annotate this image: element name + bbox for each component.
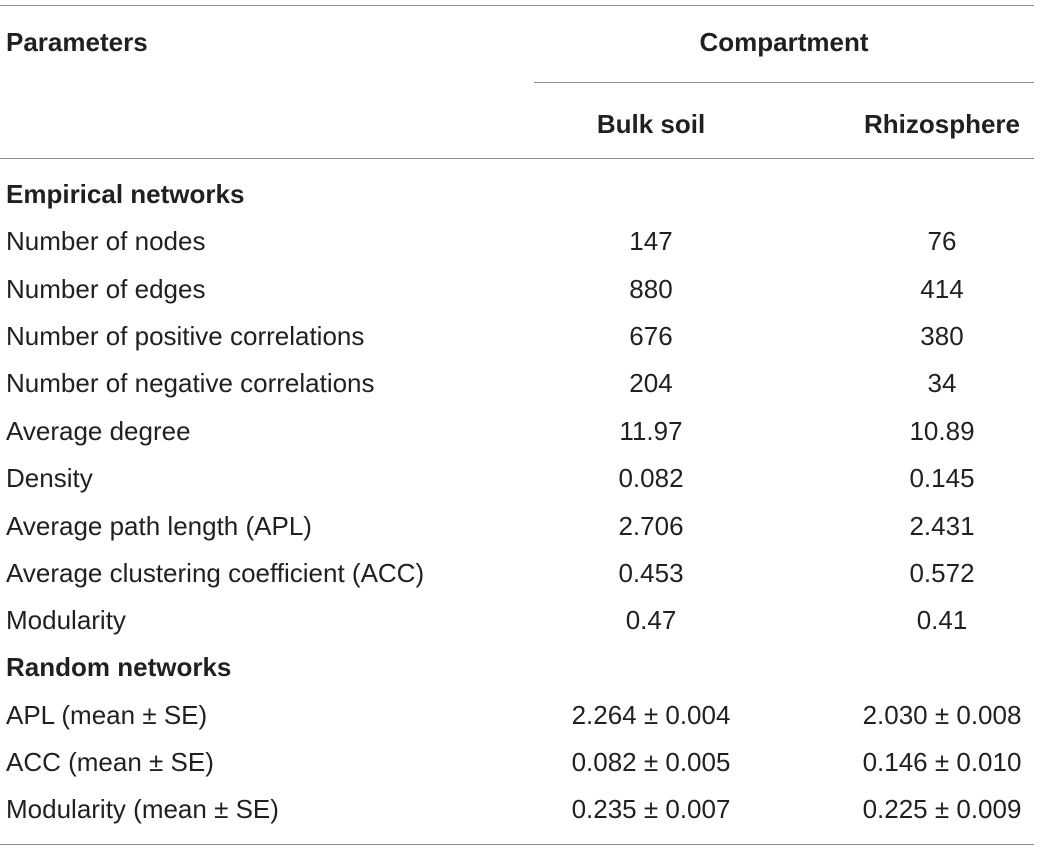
bulk-value: 0.47 xyxy=(625,605,677,635)
bulk-value: 0.453 xyxy=(618,558,684,588)
header-parameters: Parameters xyxy=(6,27,148,57)
bulk-value: 204 xyxy=(629,368,673,398)
row-label: Number of positive correlations xyxy=(6,321,365,351)
rhizo-value: 0.41 xyxy=(916,605,968,635)
bulk-value: 676 xyxy=(629,321,673,351)
rhizo-value: 0.225 ± 0.009 xyxy=(862,794,1022,824)
row-label: Modularity (mean ± SE) xyxy=(6,794,279,824)
header-rhizosphere: Rhizosphere xyxy=(863,109,1021,139)
header-bulk-soil: Bulk soil xyxy=(596,109,706,139)
row-label: Number of negative correlations xyxy=(6,368,375,398)
rhizo-value: 2.030 ± 0.008 xyxy=(862,700,1022,730)
rhizo-value: 34 xyxy=(927,368,957,398)
compartment-rule xyxy=(534,82,1034,83)
rhizo-value: 10.89 xyxy=(909,416,975,446)
header-compartment: Compartment xyxy=(699,27,869,57)
bulk-value: 2.706 xyxy=(618,511,684,541)
rhizo-value: 2.431 xyxy=(909,511,975,541)
bulk-value: 147 xyxy=(629,226,673,256)
row-label: Modularity xyxy=(6,605,126,635)
row-label: Average path length (APL) xyxy=(6,511,312,541)
row-label: APL (mean ± SE) xyxy=(6,700,208,730)
section-title-empirical: Empirical networks xyxy=(6,179,245,209)
bulk-value: 0.082 xyxy=(618,463,684,493)
row-label: ACC (mean ± SE) xyxy=(6,747,214,777)
rhizo-value: 380 xyxy=(920,321,964,351)
bulk-value: 880 xyxy=(629,274,673,304)
row-label: Density xyxy=(6,463,93,493)
row-label: Number of edges xyxy=(6,274,206,304)
rhizo-value: 0.145 xyxy=(909,463,975,493)
bottom-rule xyxy=(0,844,1034,845)
bulk-value: 0.235 ± 0.007 xyxy=(571,794,731,824)
row-label: Average clustering coefficient (ACC) xyxy=(6,558,425,588)
row-label: Number of nodes xyxy=(6,226,206,256)
section-title-random: Random networks xyxy=(6,652,232,682)
bulk-value: 0.082 ± 0.005 xyxy=(571,747,731,777)
bulk-value: 2.264 ± 0.004 xyxy=(571,700,731,730)
rhizo-value: 0.146 ± 0.010 xyxy=(862,747,1022,777)
top-rule xyxy=(0,5,1034,6)
rhizo-value: 414 xyxy=(920,274,964,304)
row-label: Average degree xyxy=(6,416,191,446)
rhizo-value: 76 xyxy=(927,226,957,256)
bulk-value: 11.97 xyxy=(619,416,683,446)
rhizo-value: 0.572 xyxy=(909,558,975,588)
header-bottom-rule xyxy=(0,158,1034,159)
